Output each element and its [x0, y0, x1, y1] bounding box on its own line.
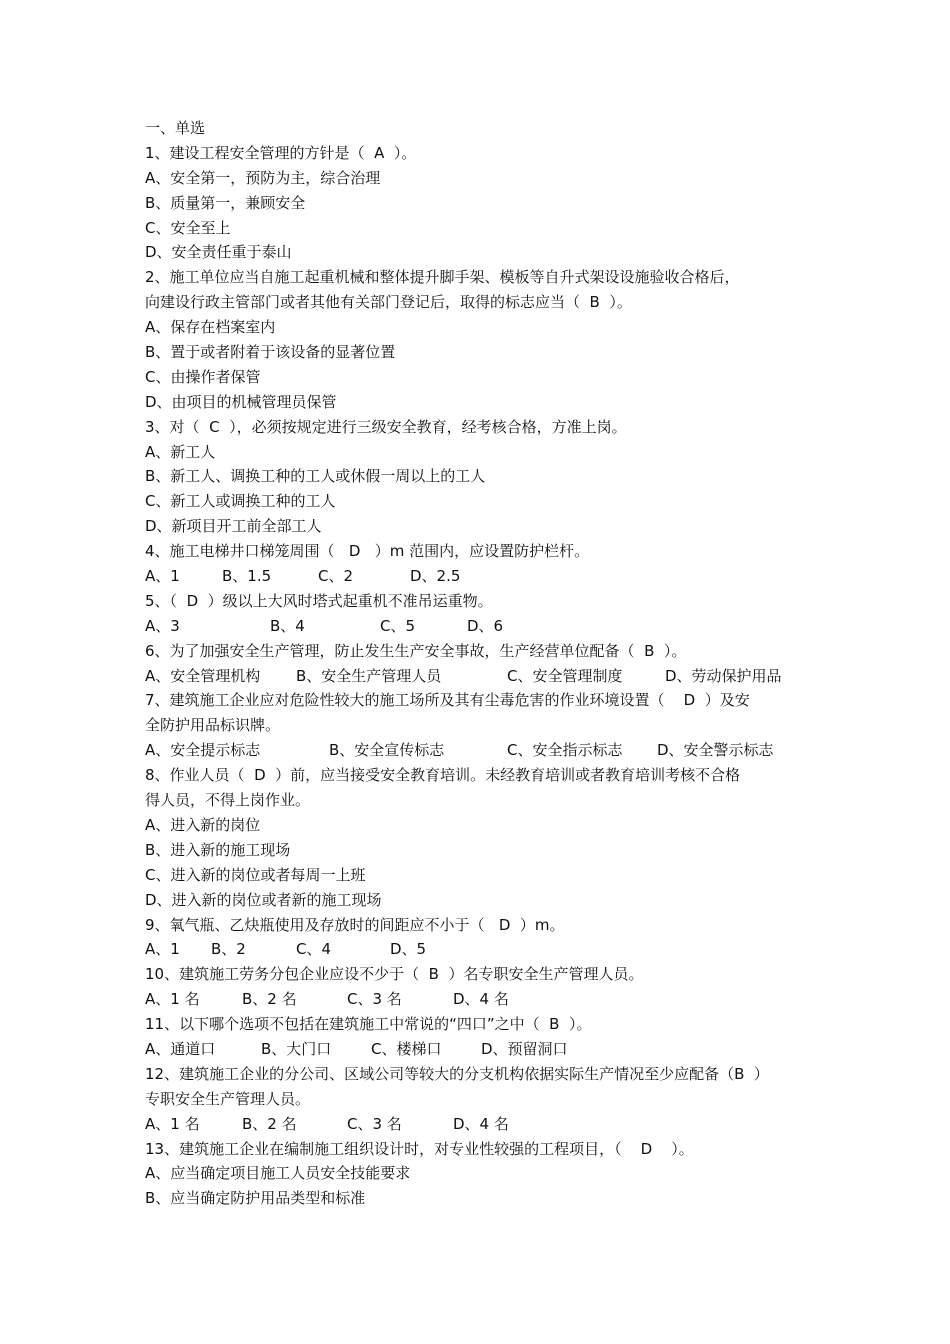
option: C、楼梯口 [371, 1039, 442, 1058]
option: D、安全警示标志 [657, 741, 774, 760]
option: C、安全指示标志 [507, 741, 623, 760]
option: A、新工人 [145, 442, 216, 461]
option: B、质量第一，兼顾安全 [145, 193, 306, 212]
question-text: 12、建筑施工企业的分公司、区域公司等较大的分支机构依据实际生产情况至少应配备（B ） [145, 1064, 769, 1083]
question-text: 11、以下哪个选项不包括在建筑施工中常说的“四口”之中（ B ）。 [145, 1015, 592, 1034]
option: D、进入新的岗位或者新的施工现场 [145, 890, 382, 909]
option: D、2.5 [410, 567, 461, 586]
option: C、2 [318, 567, 354, 586]
question-text: 5、（ D ）级以上大风时塔式起重机不准吊运重物。 [145, 591, 493, 610]
option: A、3 [145, 616, 180, 635]
question-text: 9、氧气瓶、乙炔瓶使用及存放时的间距应不小于（ D ）m。 [145, 915, 565, 934]
option: B、置于或者附着于该设备的显著位置 [145, 343, 396, 362]
question-text: 1、建设工程安全管理的方针是（ A ）。 [145, 143, 417, 162]
option-row [145, 1112, 825, 1137]
option: A、1 名 [145, 990, 200, 1009]
option: B、安全宣传标志 [329, 741, 445, 760]
option: A、安全管理机构 [145, 666, 261, 685]
option: B、1.5 [222, 567, 272, 586]
option: D、4 名 [453, 1114, 509, 1133]
option: C、4 [296, 940, 332, 959]
option: A、1 名 [145, 1114, 200, 1133]
option: A、应当确定项目施工人员安全技能要求 [145, 1164, 411, 1183]
option-row [145, 1037, 825, 1062]
option: D、新项目开工前全部工人 [145, 517, 322, 536]
option: C、3 名 [347, 990, 402, 1009]
option-row [145, 937, 825, 962]
option: C、安全管理制度 [507, 666, 623, 685]
option: B、进入新的施工现场 [145, 840, 291, 859]
option: B、安全生产管理人员 [296, 666, 442, 685]
option: C、5 [380, 616, 416, 635]
option: A、通道口 [145, 1039, 216, 1058]
option: B、2 名 [242, 1114, 297, 1133]
option-row [145, 738, 825, 763]
option: C、由操作者保管 [145, 367, 261, 386]
option: B、大门口 [261, 1039, 332, 1058]
option-row [145, 987, 825, 1012]
question-text: 4、施工电梯井口梯笼周围（ D ）m 范围内，应设置防护栏杆。 [145, 542, 590, 561]
option: B、新工人、调换工种的工人或休假一周以上的工人 [145, 467, 486, 486]
option: B、2 [211, 940, 246, 959]
option: A、保存在档案室内 [145, 318, 276, 337]
question-text: 8、作业人员（ D ）前，应当接受安全教育培训。未经教育培训或者教育培训考核不合格 [145, 766, 741, 785]
option-row [145, 564, 825, 589]
option: D、4 名 [453, 990, 509, 1009]
question-text: 2、施工单位应当自施工起重机械和整体提升脚手架、模板等自升式架设设施验收合格后， [145, 268, 740, 287]
question-text: 7、建筑施工企业应对危险性较大的施工场所及其有尘毒危害的作业环境设置（ D ）及安 [145, 691, 750, 710]
option: B、4 [270, 616, 305, 635]
option: A、安全提示标志 [145, 741, 261, 760]
option: C、安全至上 [145, 218, 231, 237]
option: A、进入新的岗位 [145, 815, 261, 834]
option: D、6 [467, 616, 504, 635]
option: D、劳动保护用品 [665, 666, 782, 685]
option: A、1 [145, 940, 180, 959]
section-title: 一、单选 [145, 119, 206, 137]
option: B、应当确定防护用品类型和标准 [145, 1189, 366, 1208]
document-body [145, 116, 825, 1211]
question-text: 得人员，不得上岗作业。 [145, 791, 311, 810]
option: B、2 名 [242, 990, 297, 1009]
option: D、预留洞口 [481, 1039, 568, 1058]
option: D、安全责任重于泰山 [145, 243, 292, 262]
option: A、安全第一，预防为主，综合治理 [145, 168, 381, 187]
question-text: 10、建筑施工劳务分包企业应设不少于（ B ）名专职安全生产管理人员。 [145, 965, 644, 984]
option: C、进入新的岗位或者每周一上班 [145, 865, 366, 884]
question-text: 全防护用品标识牌。 [145, 716, 281, 735]
question-text: 6、为了加强安全生产管理，防止发生生产安全事故，生产经营单位配备（ B ）。 [145, 641, 687, 660]
option: D、5 [390, 940, 427, 959]
option-row [145, 614, 825, 639]
question-text: 3、对（ C ），必须按规定进行三级安全教育，经考核合格，方准上岗。 [145, 417, 627, 436]
option: C、新工人或调换工种的工人 [145, 492, 336, 511]
question-text: 专职安全生产管理人员。 [145, 1089, 311, 1108]
question-text: 向建设行政主管部门或者其他有关部门登记后，取得的标志应当（ B ）。 [145, 293, 632, 312]
option: D、由项目的机械管理员保管 [145, 392, 337, 411]
question-text: 13、建筑施工企业在编制施工组织设计时，对专业性较强的工程项目，（ D ）。 [145, 1139, 694, 1158]
option: C、3 名 [347, 1114, 402, 1133]
option-row [145, 664, 825, 689]
option: A、1 [145, 567, 180, 586]
